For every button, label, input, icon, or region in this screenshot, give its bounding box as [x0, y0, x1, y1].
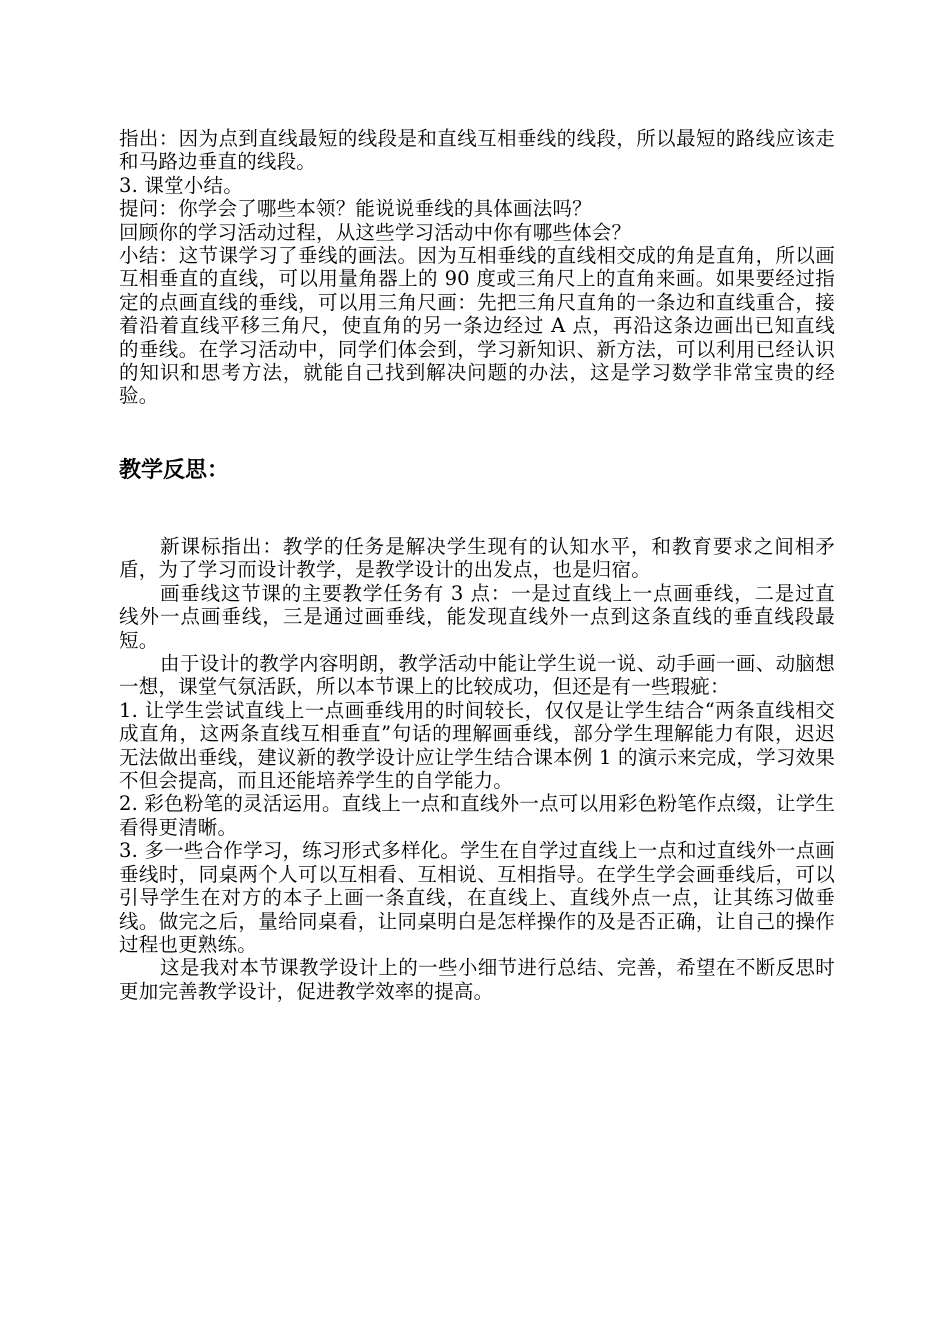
reflection-list-item: 2. 彩色粉笔的灵活运用。直线上一点和直线外一点可以用彩色粉笔作点缀，让学生看得更清晰。 — [119, 792, 835, 839]
reflection-paragraph: 新课标指出：教学的任务是解决学生现有的认知水平，和教育要求之间相矛盾，为了学习而设计教学，是教学设计的出发点，也是归宿。 — [119, 535, 835, 582]
reflection-paragraph: 由于设计的教学内容明朗，教学活动中能让学生说一说、动手画一画、动脑想一想，课堂气氛活跃，所以本节课上的比较成功，但还是有一些瑕疵： — [119, 652, 835, 699]
reflection-list-item: 1. 让学生尝试直线上一点画垂线用的时间较长，仅仅是让学生结合“两条直线相交成直角，这两条直线互相垂直”句话的理解画垂线，部分学生理解能力有限，迟迟无法做出垂线，建议新的教学设计应让学生结合课本例 1 的演示来完成，学习效果不但会提高，而且还能培养学生的自学能力。 — [119, 698, 835, 793]
lesson-summary-section — [119, 127, 835, 408]
paragraph-review: 回顾你的学习活动过程，从这些学习活动中你有哪些体会？ — [119, 220, 632, 244]
reflection-list-item: 3. 多一些合作学习，练习形式多样化。学生在自学过直线上一点和过直线外一点画垂线时，同桌两个人可以互相看、互相说、互相指导。在学生学会画垂线后，可以引导学生在对方的本子上画一条直线，在直线上、直线外点一点，让其练习做垂线。做完之后，量给同桌看，让同桌明白是怎样操作的及是否正确，让自己的操作过程也更熟练。 — [119, 839, 835, 956]
paragraph-conclusion: 指出：因为点到直线最短的线段是和直线互相垂线的线段，所以最短的路线应该走和马路边垂直的线段。 — [119, 127, 835, 174]
paragraph-class-summary-heading: 3. 课堂小结。 — [119, 173, 243, 197]
reflection-paragraph: 这是我对本节课教学设计上的一些小细节进行总结、完善，希望在不断反思时更加完善教学设计，促进教学效率的提高。 — [119, 956, 835, 1003]
paragraph-question: 提问：你学会了哪些本领？能说说垂线的具体画法吗？ — [119, 197, 592, 221]
reflection-heading: 教学反思： — [119, 458, 230, 483]
reflection-paragraph: 画垂线这节课的主要教学任务有 3 点：一是过直线上一点画垂线，二是过直线外一点画垂线，三是通过画垂线，能发现直线外一点到这条直线的垂直线段最短。 — [119, 581, 835, 652]
paragraph-summary: 小结：这节课学习了垂线的画法。因为互相垂线的直线相交成的角是直角，所以画互相垂直的直线，可以用量角器上的 90 度或三角尺上的直角来画。如果要经过指定的点画直线的垂线，可以用三角尺画：先把三角尺直角的一条边和直线重合，接着沿着直线平移三角尺，使直角的另一条边经过 A 点，再沿这条边画出已知直线的垂线。在学习活动中，同学们体会到，学习新知识、新方法，可以利用已经认识的知识和思考方法，就能自己找到解决问题的办法，这是学习数学非常宝贵的经验。 — [119, 244, 835, 408]
reflection-section — [119, 535, 835, 1003]
